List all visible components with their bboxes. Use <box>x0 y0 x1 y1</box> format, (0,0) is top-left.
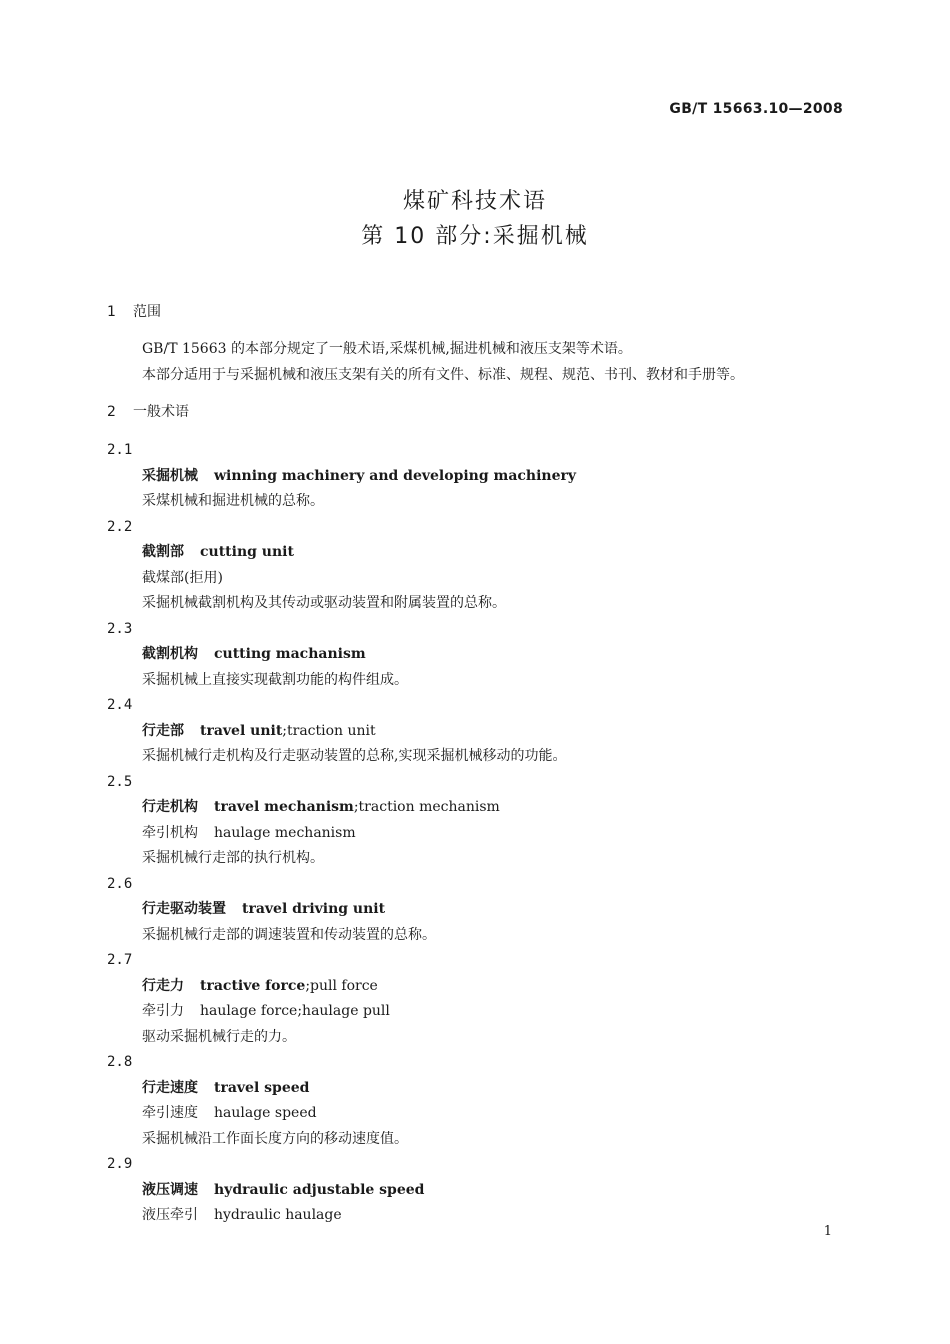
term-line <box>107 974 847 1000</box>
section-title: 范围 <box>133 304 161 320</box>
term-number: 2.9 <box>107 1156 133 1172</box>
term-chinese: 行走驱动装置 <box>142 901 226 917</box>
term-entry <box>107 438 847 515</box>
term-chinese: 截割部 <box>142 544 184 560</box>
term-synonym <box>107 821 847 847</box>
term-line <box>107 642 847 668</box>
term-entry <box>107 770 847 872</box>
term-entry <box>107 872 847 949</box>
term-english: cutting unit <box>200 544 294 560</box>
term-entry <box>107 948 847 1050</box>
term-line <box>107 719 847 745</box>
section-1-heading <box>107 301 161 321</box>
term-english-alternative: ;pull force <box>305 977 378 994</box>
term-english: travel unit <box>200 722 283 739</box>
term-definition: 采掘机械上直接实现截割功能的构件组成。 <box>142 671 408 688</box>
synonym-english: haulage mechanism <box>214 824 356 841</box>
term-line <box>107 540 847 566</box>
term-line <box>107 795 847 821</box>
synonym-chinese: 牵引力 <box>142 1003 184 1019</box>
term-chinese: 行走速度 <box>142 1079 198 1096</box>
term-number: 2.2 <box>107 518 133 535</box>
term-entry <box>107 617 847 694</box>
term-synonym <box>107 1101 847 1127</box>
section-number: 1 <box>107 304 116 320</box>
term-english: hydraulic adjustable speed <box>214 1181 425 1198</box>
synonym-english: hydraulic haulage <box>214 1207 342 1223</box>
section-title: 一般术语 <box>133 404 189 420</box>
term-english: travel driving unit <box>242 901 386 917</box>
section-number: 2 <box>107 404 116 420</box>
synonym-chinese: 牵引机构 <box>142 824 198 841</box>
term-definition: 采掘机械截割机构及其传动或驱动装置和附属装置的总称。 <box>142 595 506 611</box>
term-english-alternative: ;traction unit <box>282 722 376 739</box>
term-chinese: 行走力 <box>142 977 184 994</box>
standard-code: GB/T 15663.10—2008 <box>669 101 843 117</box>
term-number: 2.8 <box>107 1054 133 1070</box>
term-entry <box>107 1050 847 1152</box>
scope-paragraph-2: 本部分适用于与采掘机械和液压支架有关的所有文件、标准、规程、规范、书刊、教材和手册等。 <box>142 367 744 383</box>
term-line <box>107 897 847 923</box>
term-definition: 采掘机械行走机构及行走驱动装置的总称,实现采掘机械移动的功能。 <box>142 748 567 764</box>
term-chinese: 行走部 <box>142 722 184 739</box>
section-2-heading <box>107 401 189 421</box>
term-english: tractive force <box>200 977 306 994</box>
synonym-chinese: 截煤部(拒用) <box>142 569 223 586</box>
term-entry <box>107 515 847 617</box>
term-english: travel speed <box>214 1079 310 1096</box>
term-entry <box>107 1152 847 1229</box>
page-number: 1 <box>823 1224 832 1239</box>
term-chinese: 液压调速 <box>142 1181 198 1198</box>
term-number: 2.3 <box>107 620 133 637</box>
term-definition: 采掘机械行走部的执行机构。 <box>142 850 324 866</box>
term-english: travel mechanism <box>214 799 354 815</box>
term-synonym <box>107 566 847 592</box>
synonym-english: haulage force;haulage pull <box>200 1003 390 1019</box>
term-line <box>107 1076 847 1102</box>
term-number: 2.4 <box>107 697 133 713</box>
term-chinese: 行走机构 <box>142 799 198 815</box>
term-number: 2.5 <box>107 773 133 790</box>
term-definition: 采煤机械和掘进机械的总称。 <box>142 493 324 509</box>
document-subtitle: 第 10 部分:采掘机械 <box>361 224 589 249</box>
term-chinese: 截割机构 <box>142 646 198 662</box>
scope-paragraph-1: GB/T 15663 的本部分规定了一般术语,采煤机械,掘进机械和液压支架等术语。 <box>142 341 632 357</box>
synonym-english: haulage speed <box>214 1105 317 1121</box>
term-english: winning machinery and developing machinery <box>214 467 577 484</box>
synonym-chinese: 液压牵引 <box>142 1207 198 1223</box>
document-title: 煤矿科技术语 <box>402 189 547 214</box>
synonym-chinese: 牵引速度 <box>142 1105 198 1121</box>
term-number: 2.6 <box>107 875 133 892</box>
term-entries <box>107 438 847 1229</box>
term-line <box>107 464 847 490</box>
term-line <box>107 1178 847 1204</box>
term-english: cutting machanism <box>214 646 366 662</box>
term-entry <box>107 693 847 770</box>
term-chinese: 采掘机械 <box>142 467 198 484</box>
term-definition: 驱动采掘机械行走的力。 <box>142 1028 296 1045</box>
term-synonym <box>107 999 847 1025</box>
term-number: 2.1 <box>107 442 133 458</box>
term-synonym <box>107 1203 847 1229</box>
term-english-alternative: ;traction mechanism <box>353 799 500 815</box>
term-number: 2.7 <box>107 952 133 968</box>
term-definition: 采掘机械行走部的调速装置和传动装置的总称。 <box>142 926 436 943</box>
term-definition: 采掘机械沿工作面长度方向的移动速度值。 <box>142 1130 408 1147</box>
